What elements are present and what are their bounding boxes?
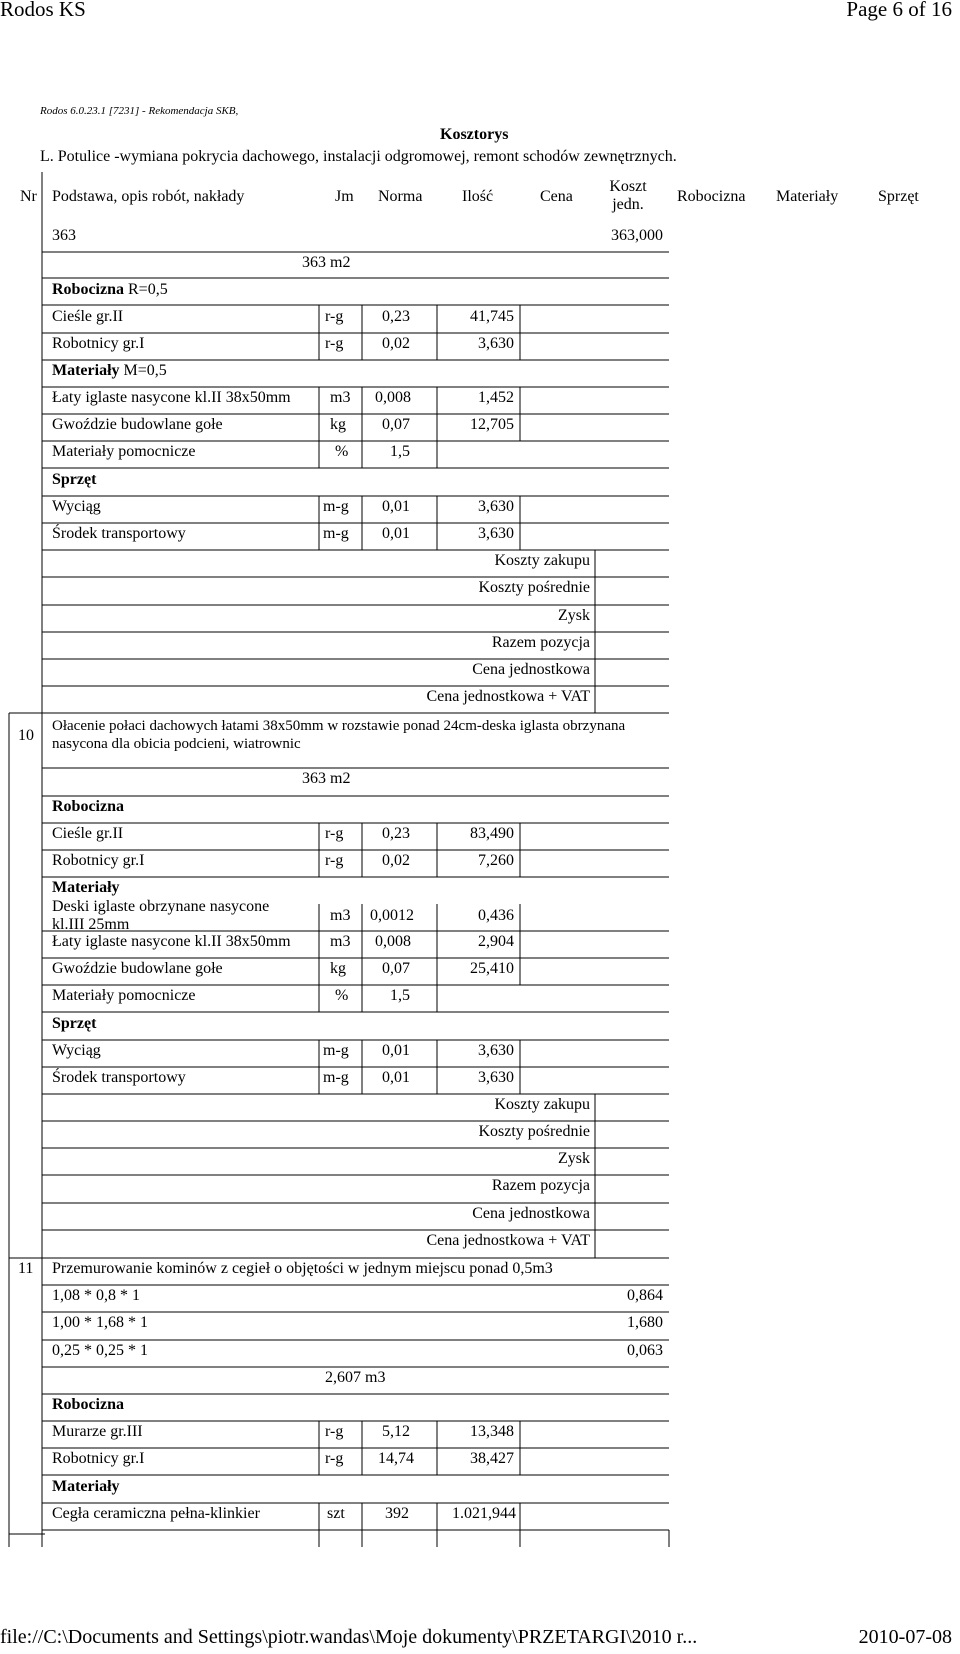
b3-materialy-label: Materiały (52, 1478, 120, 1495)
materialy-suffix: M=0,5 (119, 362, 167, 379)
b3-robocizna-label: Robocizna (52, 1396, 124, 1413)
b1-s2-ilosc: 3,630 (478, 525, 514, 542)
b1-s1-jm: m-g (323, 498, 349, 515)
software-version: Rodos 6.0.23.1 [7231] - Rekomendacja SKB, (40, 105, 239, 117)
b1-sum-zysk: Zysk (558, 607, 590, 624)
b3-m1-jm: szt (327, 1505, 345, 1522)
b2-m2-norma: 0,07 (382, 960, 410, 977)
robocizna-suffix: R=0,5 (124, 281, 168, 298)
b1-r1-jm: r-g (325, 308, 344, 325)
col-sprzet: Sprzęt (878, 188, 919, 205)
b3-calc-expr: 0,25 * 0,25 * 1 (52, 1342, 148, 1359)
row-363: 363 (52, 227, 76, 244)
b3-r1-ilosc: 13,348 (470, 1423, 514, 1440)
b1-m2-jm: kg (330, 416, 346, 433)
b3-r2-jm: r-g (325, 1450, 344, 1467)
b2-sum-cena-vat: Cena jednostkowa + VAT (426, 1232, 590, 1249)
b3-m1-norma: 392 (385, 1505, 409, 1522)
b2-sum-razem: Razem pozycja (491, 1177, 590, 1194)
b2-sprzet-label: Sprzęt (52, 1015, 97, 1032)
b2-r2-norma: 0,02 (382, 852, 410, 869)
b2-m0-norma: 0,0012 (370, 907, 414, 924)
b2-m2-name: Gwoździe budowlane gołe (52, 960, 223, 977)
b2-sum-koszty-posrednie: Koszty pośrednie (478, 1123, 590, 1140)
b1-m3-jm: % (335, 443, 349, 460)
b2-s2-norma: 0,01 (382, 1069, 410, 1086)
b3-r2-name: Robotnicy gr.I (52, 1450, 145, 1467)
b2-sum-zysk: Zysk (558, 1150, 590, 1167)
browser-title: Rodos KS (0, 0, 86, 21)
b2-sum-koszty-zakupu: Koszty zakupu (494, 1096, 590, 1113)
b1-r1-norma: 0,23 (382, 308, 410, 325)
b2-m0-name: Deski iglaste obrzynane nasycone kl.III 25mm (52, 898, 270, 933)
b3-r2-ilosc: 38,427 (470, 1450, 514, 1467)
b2-description: Ołacenie połaci dachowych łatami 38x50mm w rozstawie ponad 24cm-deska iglasta obrzynana nasycona dla obicia podcieni, wiatrownic (52, 718, 626, 752)
b3-m1-name: Cegła ceramiczna pełna-klinkier (52, 1505, 260, 1522)
b2-m2-ilosc: 25,410 (470, 960, 514, 977)
b3-calc-value: 1,680 (627, 1314, 663, 1331)
b2-r1-name: Cieśle gr.II (52, 825, 124, 842)
col-cena: Cena (540, 188, 573, 205)
b2-qty: 363 m2 (302, 770, 351, 787)
b2-nr: 10 (18, 727, 34, 744)
b2-robocizna-label: Robocizna (52, 798, 124, 815)
col-nr: Nr (20, 188, 37, 205)
b3-r1-jm: r-g (325, 1423, 344, 1440)
b3-r1-norma: 5,12 (382, 1423, 410, 1440)
col-opis: Podstawa, opis robót, nakłady (52, 188, 245, 205)
b2-m2-jm: kg (330, 960, 346, 977)
b1-m1-jm: m3 (330, 389, 351, 406)
b1-m2-norma: 0,07 (382, 416, 410, 433)
b1-s1-ilosc: 3,630 (478, 498, 514, 515)
b2-m3-norma: 1,5 (390, 987, 410, 1004)
block1-materialy-label (52, 362, 167, 380)
b1-r2-norma: 0,02 (382, 335, 410, 352)
b3-nr: 11 (18, 1260, 34, 1277)
b1-s1-name: Wyciąg (52, 498, 101, 515)
b1-s2-norma: 0,01 (382, 525, 410, 542)
b1-m2-ilosc: 12,705 (470, 416, 514, 433)
b1-sum-cena-vat: Cena jednostkowa + VAT (426, 688, 590, 705)
b3-calc-value: 0,063 (627, 1342, 663, 1359)
b1-sum-cena-jedn: Cena jednostkowa (472, 661, 590, 678)
b2-s2-jm: m-g (323, 1069, 349, 1086)
block1-qty: 363 m2 (302, 254, 351, 271)
b1-r1-name: Cieśle gr.II (52, 308, 124, 325)
row-363-value: 363,000 (611, 227, 663, 244)
b2-m1-norma: 0,008 (375, 933, 411, 950)
document-title: Kosztorys (440, 126, 509, 143)
b1-m2-name: Gwoździe budowlane gołe (52, 416, 223, 433)
b3-description: Przemurowanie kominów z cegieł o objętości w jednym miejscu ponad 0,5m3 (52, 1260, 553, 1277)
b2-r1-jm: r-g (325, 825, 344, 842)
b1-s2-name: Środek transportowy (52, 525, 186, 542)
b2-m3-jm: % (335, 987, 349, 1004)
col-jm: Jm (335, 188, 354, 205)
b1-sum-razem: Razem pozycja (491, 634, 590, 651)
b1-r1-ilosc: 41,745 (470, 308, 514, 325)
b1-m3-norma: 1,5 (390, 443, 410, 460)
b2-s2-ilosc: 3,630 (478, 1069, 514, 1086)
b2-r2-name: Robotnicy gr.I (52, 852, 145, 869)
b2-s1-norma: 0,01 (382, 1042, 410, 1059)
b3-calc-expr: 1,08 * 0,8 * 1 (52, 1287, 140, 1304)
b1-s1-norma: 0,01 (382, 498, 410, 515)
b1-m1-ilosc: 1,452 (478, 389, 514, 406)
b2-m1-name: Łaty iglaste nasycone kl.II 38x50mm (52, 933, 291, 950)
b2-r1-norma: 0,23 (382, 825, 410, 842)
block1-sprzet-label: Sprzęt (52, 471, 97, 488)
b3-qty: 2,607 m3 (325, 1369, 386, 1386)
b2-m1-jm: m3 (330, 933, 351, 950)
col-ilosc: Ilość (462, 188, 494, 205)
b2-sum-cena-jedn: Cena jednostkowa (472, 1205, 590, 1222)
b2-materialy-label: Materiały (52, 879, 120, 896)
b1-r2-ilosc: 3,630 (478, 335, 514, 352)
b1-m1-name: Łaty iglaste nasycone kl.II 38x50mm (52, 389, 291, 406)
document-subtitle: L. Potulice -wymiana pokrycia dachowego, instalacji odgromowej, remont schodów zewnętrznych. (40, 148, 677, 165)
b2-m0-jm: m3 (330, 907, 351, 924)
b2-s1-ilosc: 3,630 (478, 1042, 514, 1059)
materialy-heading: Materiały (52, 362, 120, 379)
b3-r1-name: Murarze gr.III (52, 1423, 143, 1440)
b2-r2-jm: r-g (325, 852, 344, 869)
b2-r2-ilosc: 7,260 (478, 852, 514, 869)
col-norma: Norma (378, 188, 423, 205)
page-indicator: Page 6 of 16 (846, 0, 952, 21)
b3-r2-norma: 14,74 (378, 1450, 414, 1467)
print-date: 2010-07-08 (858, 1626, 952, 1648)
b1-m3-name: Materiały pomocnicze (52, 443, 196, 460)
col-koszt: Koszt jedn. (609, 178, 647, 213)
col-robocizna: Robocizna (677, 188, 746, 205)
b2-s2-name: Środek transportowy (52, 1069, 186, 1086)
b1-r2-jm: r-g (325, 335, 344, 352)
b1-sum-koszty-zakupu: Koszty zakupu (494, 552, 590, 569)
b3-calc-value: 0,864 (627, 1287, 663, 1304)
b1-m1-norma: 0,008 (375, 389, 411, 406)
b2-s1-jm: m-g (323, 1042, 349, 1059)
b2-r1-ilosc: 83,490 (470, 825, 514, 842)
file-path: file://C:\Documents and Settings\piotr.wandas\Moje dokumenty\PRZETARGI\2010 r... (0, 1626, 698, 1648)
b2-m3-name: Materiały pomocnicze (52, 987, 196, 1004)
robocizna-heading: Robocizna (52, 281, 124, 298)
b1-sum-koszty-posrednie: Koszty pośrednie (478, 579, 590, 596)
b2-m0-ilosc: 0,436 (478, 907, 514, 924)
col-materialy: Materiały (776, 188, 839, 205)
b3-calc-expr: 1,00 * 1,68 * 1 (52, 1314, 148, 1331)
b1-r2-name: Robotnicy gr.I (52, 335, 145, 352)
b2-m1-ilosc: 2,904 (478, 933, 514, 950)
b3-m1-ilosc: 1.021,944 (452, 1505, 516, 1522)
block1-robocizna-label (52, 281, 168, 299)
b2-s1-name: Wyciąg (52, 1042, 101, 1059)
b1-s2-jm: m-g (323, 525, 349, 542)
